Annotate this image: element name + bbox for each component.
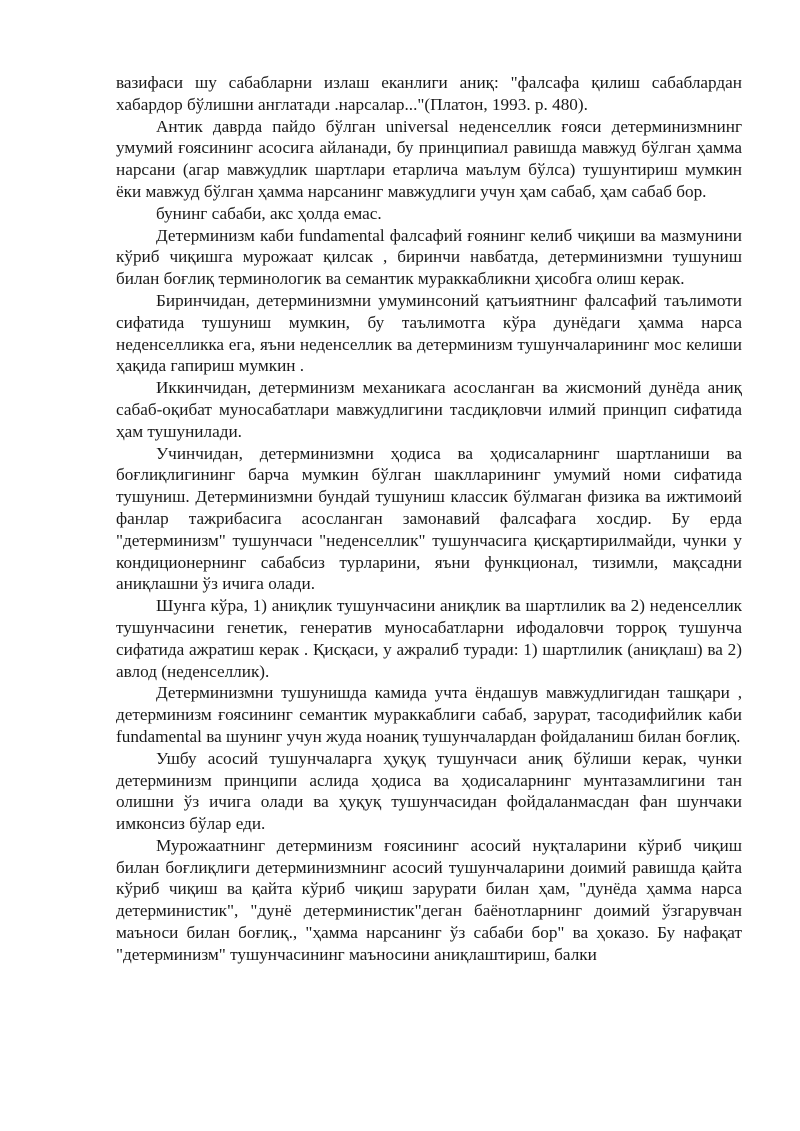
paragraph-11: Мурожаатнинг детерминизм ғоясининг асосий нуқталарини кўриб чиқиш билан боғлиқлиги детерминизмнинг асосий тушунчаларини доимий равишда қайта кўриб чиқиш ва қайта кўриб чиқиш зарурати билан ҳам, "дунёда ҳамма нарса детерминистик", "дунё детерминистик"деган баёнотларнинг доимий ўзгарувчан маъноси билан боғлиқ., "ҳамма нарсанинг ўз сабаби бор" ва ҳоказо. Бу нафақат "детерминизм" тушунчасининг маъносини аниқлаштириш, балки (116, 835, 742, 964)
paragraph-7: Учинчидан, детерминизмни ҳодиса ва ҳодисаларнинг шартланиши ва боғлиқлигининг барча мумкин бўлган шаклларининг умумий номи сифатида тушуниш. Детерминизмни бундай тушуниш классик бўлмаган физика ва ижтимоий фанлар тажрибасига асосланган замонавий фалсафага хосдир. Бу ерда "детерминизм" тушунчаси "неденселлик" тушунчасига қисқартирилмайди, чунки у кондиционернинг сабабсиз турларини, яъни функционал, тизимли, мақсадни аниқлашни ўз ичига олади. (116, 443, 742, 594)
paragraph-5: Биринчидан, детерминизмни умуминсоний қатъиятнинг фалсафий таълимоти сифатида тушуниш мумкин, бу таълимотга кўра дунёдаги ҳамма нарса неденселликка ега, яъни неденселлик ва детерминизм тушунчаларининг мос келиши ҳақида гапириш мумкин . (116, 290, 742, 376)
paragraph-9: Детерминизмни тушунишда камида учта ёндашув мавжудлигидан ташқари , детерминизм ғоясининг семантик мураккаблиги сабаб, зарурат, тасодифийлик каби fundamental ва шунинг учун жуда ноаниқ тушунчалардан фойдаланиш билан боғлиқ. (116, 683, 742, 746)
paragraph-2: Антик даврда пайдо бўлган universal неденселлик ғояси детерминизмнинг умумий ғоясининг асосига айланади, бу принципиал равишда мавжуд бўлган ҳамма нарсани (агар мавжудлик шартлари етарлича маълум бўлса) тушунтириш мумкин ёки мавжуд бўлган ҳамма нарсанинг мавжудлиги учун ҳам сабаб, ҳам сабаб бор. (116, 116, 742, 201)
document-page (116, 72, 742, 966)
paragraph-3: бунинг сабаби, акс ҳолда емас. (156, 203, 382, 223)
paragraph-1: вазифаси шу сабабларни излаш еканлиги аниқ: "фалсафа қилиш сабаблардан хабардор бўлишни англатади .нарсалар..."(Платон, 1993. p. 480). (116, 73, 742, 114)
paragraph-8: Шунга кўра, 1) аниқлик тушунчасини аниқлик ва шартлилик ва 2) неденселлик тушунчасини генетик, генератив муносабатларни ифодаловчи торроқ тушунча сифатида ажратиш керак . Қисқаси, у ажралиб туради: 1) шартлилик (аниқлаш) ва 2) авлод (неденселлик). (116, 596, 742, 681)
paragraph-4: Детерминизм каби fundamental фалсафий ғоянинг келиб чиқиши ва мазмунини кўриб чиқишга мурожаат қилсак , биринчи навбатда, детерминизмни тушуниш билан боғлиқ терминологик ва семантик мураккабликни ҳисобга олиш керак. (116, 225, 742, 289)
paragraph-6: Иккинчидан, детерминизм механикага асосланган ва жисмоний дунёда аниқ сабаб-оқибат муносабатлари мавжудлигини тасдиқловчи илмий принцип сифатида ҳам тушунилади. (116, 378, 742, 441)
paragraph-10: Ушбу асосий тушунчаларга ҳуқуқ тушунчаси аниқ бўлиши керак, чунки детерминизм принципи аслида ҳодиса ва ҳодисаларнинг мунтазамлигини тан олишни ўз ичига олади ва ҳуқуқ тушунчасидан фойдаланмасдан фан шунчаки имконсиз бўлар еди. (116, 748, 742, 834)
